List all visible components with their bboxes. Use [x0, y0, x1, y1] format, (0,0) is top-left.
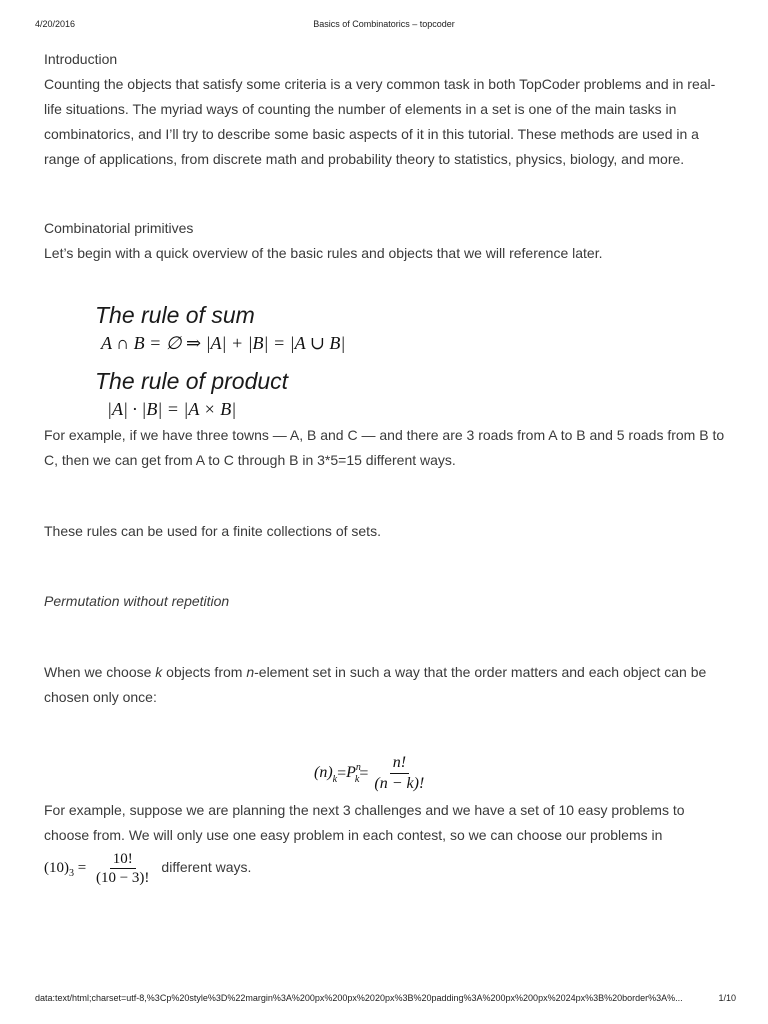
- perm-text-3: -element set in such a way that the order matters and each object can be chosen only once:: [44, 664, 707, 705]
- print-header: [0, 19, 768, 33]
- intro-heading: Introduction: [44, 51, 118, 67]
- article-content: [44, 47, 730, 887]
- example-challenges-result: [44, 850, 730, 887]
- rule-of-product-formula: |A| · |B| = |A × B|: [107, 399, 237, 419]
- primitives-heading: Combinatorial primitives: [44, 220, 194, 236]
- perm-eq-2: =: [359, 764, 369, 782]
- example-towns-paragraph: For example, if we have three towns — A, B and C — and there are 3 roads from A to B and 5 roads from B to C, then we can get from A to C through B in 3*5=15 different ways.: [44, 427, 725, 468]
- permutation-paragraph: [44, 660, 730, 710]
- permutation-heading: Permutation without repetition: [44, 593, 230, 609]
- print-footer: [0, 993, 768, 1007]
- finite-collections-note: These rules can be used for a finite collections of sets.: [44, 523, 381, 539]
- example-challenges-paragraph: For example, suppose we are planning the next 3 challenges and we have a set of 10 easy problems to choose from. We will only use one easy problem in each contest, so we can choose our problems in: [44, 802, 685, 843]
- print-title: Basics of Combinatorics – topcoder: [313, 19, 455, 29]
- rule-of-sum-title: The rule of sum: [95, 302, 255, 328]
- intro-paragraph: Counting the objects that satisfy some criteria is a very common task in both TopCoder problems and in real-life situations. The myriad ways of counting the number of elements in a set is one of the main tasks in combinatorics, and I’ll try to describe some basic aspects of it in this tutorial. These methods are used in a range of applications, from discrete math and probability theory to statistics, physics, biology, and more.: [44, 76, 716, 167]
- rule-of-sum-formula: A ∩ B = ∅ ⇒ |A| + |B| = |A ∪ B|: [101, 333, 346, 353]
- rule-of-product-title: The rule of product: [95, 368, 289, 394]
- permutation-formula: [44, 748, 730, 798]
- perm-fraction: $\frac{n!}{(n - k)!}$: [374, 753, 425, 792]
- perm-p-symbol: $P^n_k$: [346, 761, 361, 785]
- example-formula: (10) 3 = $\frac{10!}{(10 - 3)!}$: [44, 851, 150, 886]
- perm-eq-1: =: [337, 764, 347, 782]
- perm-text-2: objects from: [162, 664, 247, 680]
- perm-text-1: When we choose: [44, 664, 156, 680]
- print-url: data:text/html;charset=utf-8,%3Cp%20style%3D%22margin%3A%200px%200px%2020px%3B%20padding%3A%200px%200px%2024px%3B%20border%3A%...: [35, 993, 683, 1003]
- primitives-paragraph: Let’s begin with a quick overview of the basic rules and objects that we will reference later.: [44, 245, 603, 261]
- print-date: 4/20/2016: [35, 19, 76, 29]
- perm-var-k: k: [155, 664, 163, 680]
- perm-lhs: $(n)_k$: [314, 763, 338, 785]
- example-challenges-tail: different ways.: [161, 859, 252, 876]
- rules-formula-image: [44, 301, 730, 423]
- print-page-number: 1/10: [718, 993, 736, 1003]
- perm-var-n: n: [246, 664, 255, 680]
